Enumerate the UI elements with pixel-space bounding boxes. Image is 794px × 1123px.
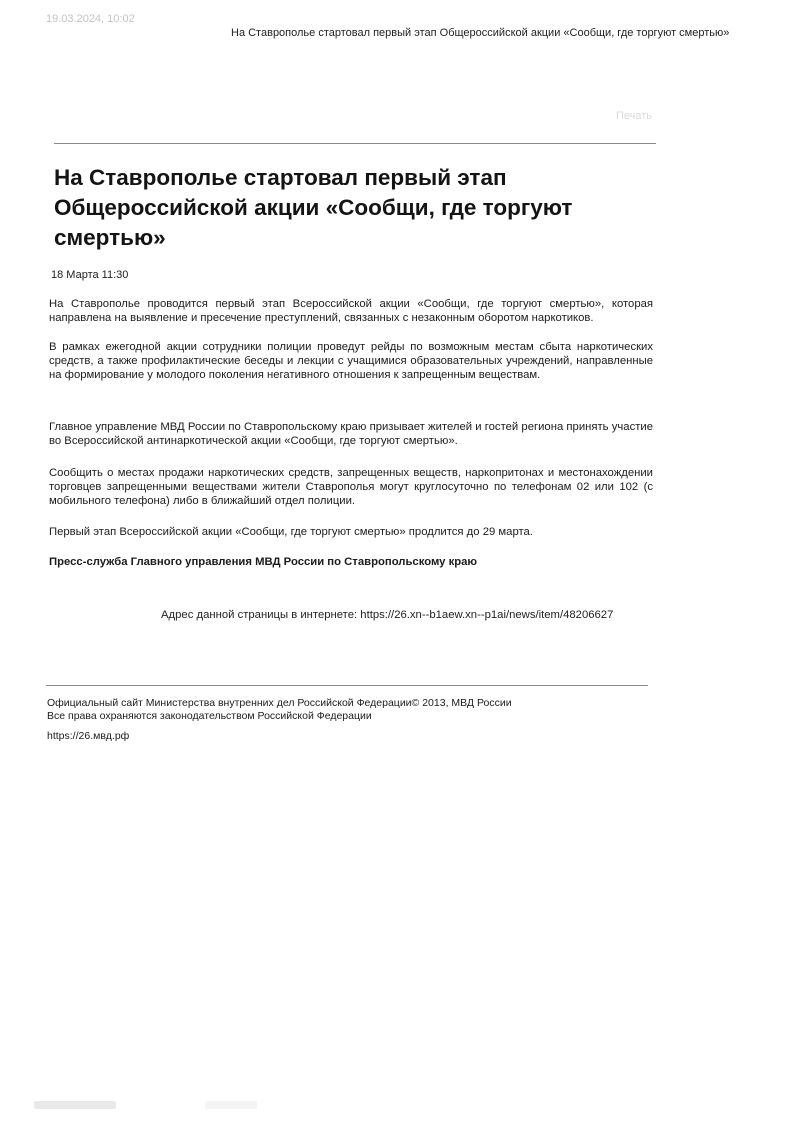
article-paragraph: Сообщить о местах продажи наркотических средств, запрещенных веществ, наркопритонах и местонахождении торговцев запрещенными веществами жители Ставрополья могут круглосуточно по телефонам 02 или 102 (с мобильного телефона) либо в ближайший отдел полиции.	[49, 467, 653, 507]
article-date: 18 Марта 11:30	[51, 269, 129, 281]
footer-copyright	[47, 697, 512, 722]
footer-line-2: Все права охраняются законодательством Российской Федерации	[47, 709, 372, 722]
article-title: На Ставрополье стартовал первый этап Общероссийской акции «Сообщи, где торгуют смертью»	[54, 165, 573, 250]
faint-print-label: Печать	[616, 110, 653, 122]
article-paragraph: Главное управление МВД России по Ставропольскому краю призывает жителей и гостей региона принять участие во Всероссийской антинаркотической акции «Сообщи, где торгуют смертью».	[49, 421, 653, 447]
article-paragraph: Первый этап Всероссийской акции «Сообщи, где торгуют смертью» продлится до 29 марта.	[49, 526, 533, 538]
footer-line-1: Официальный сайт Министерства внутренних дел Российской Федерации© 2013, МВД России	[47, 697, 512, 709]
article-paragraph: В рамках ежегодной акции сотрудники полиции проведут рейды по возможным местам сбыта наркотических средств, а также профилактические беседы и лекции с учащимися образовательных учреждений, направленные на формирование у молодого поколения негативного отношения к запрещенным веществам.	[49, 341, 653, 381]
scan-smudge	[205, 1101, 257, 1109]
press-service-signature: Пресс-служба Главного управления МВД России по Ставропольскому краю	[49, 556, 478, 568]
top-divider	[54, 143, 656, 144]
page-address: Адрес данной страницы в интернете: https://26.xn--b1aew.xn--p1ai/news/item/48206627	[161, 609, 614, 621]
print-datetime: 19.03.2024, 10:02	[46, 13, 135, 25]
scan-smudge	[34, 1101, 116, 1109]
article-paragraph: На Ставрополье проводится первый этап Всероссийской акции «Сообщи, где торгуют смертью», которая направлена на выявление и пресечение преступлений, связанных с незаконным оборотом наркотиков.	[49, 298, 653, 324]
footer-url: https://26.мвд.рф	[47, 730, 130, 742]
bottom-divider	[46, 685, 648, 686]
print-page-title: На Ставрополье стартовал первый этап Общероссийской акции «Сообщи, где торгуют смертью»	[231, 27, 730, 39]
